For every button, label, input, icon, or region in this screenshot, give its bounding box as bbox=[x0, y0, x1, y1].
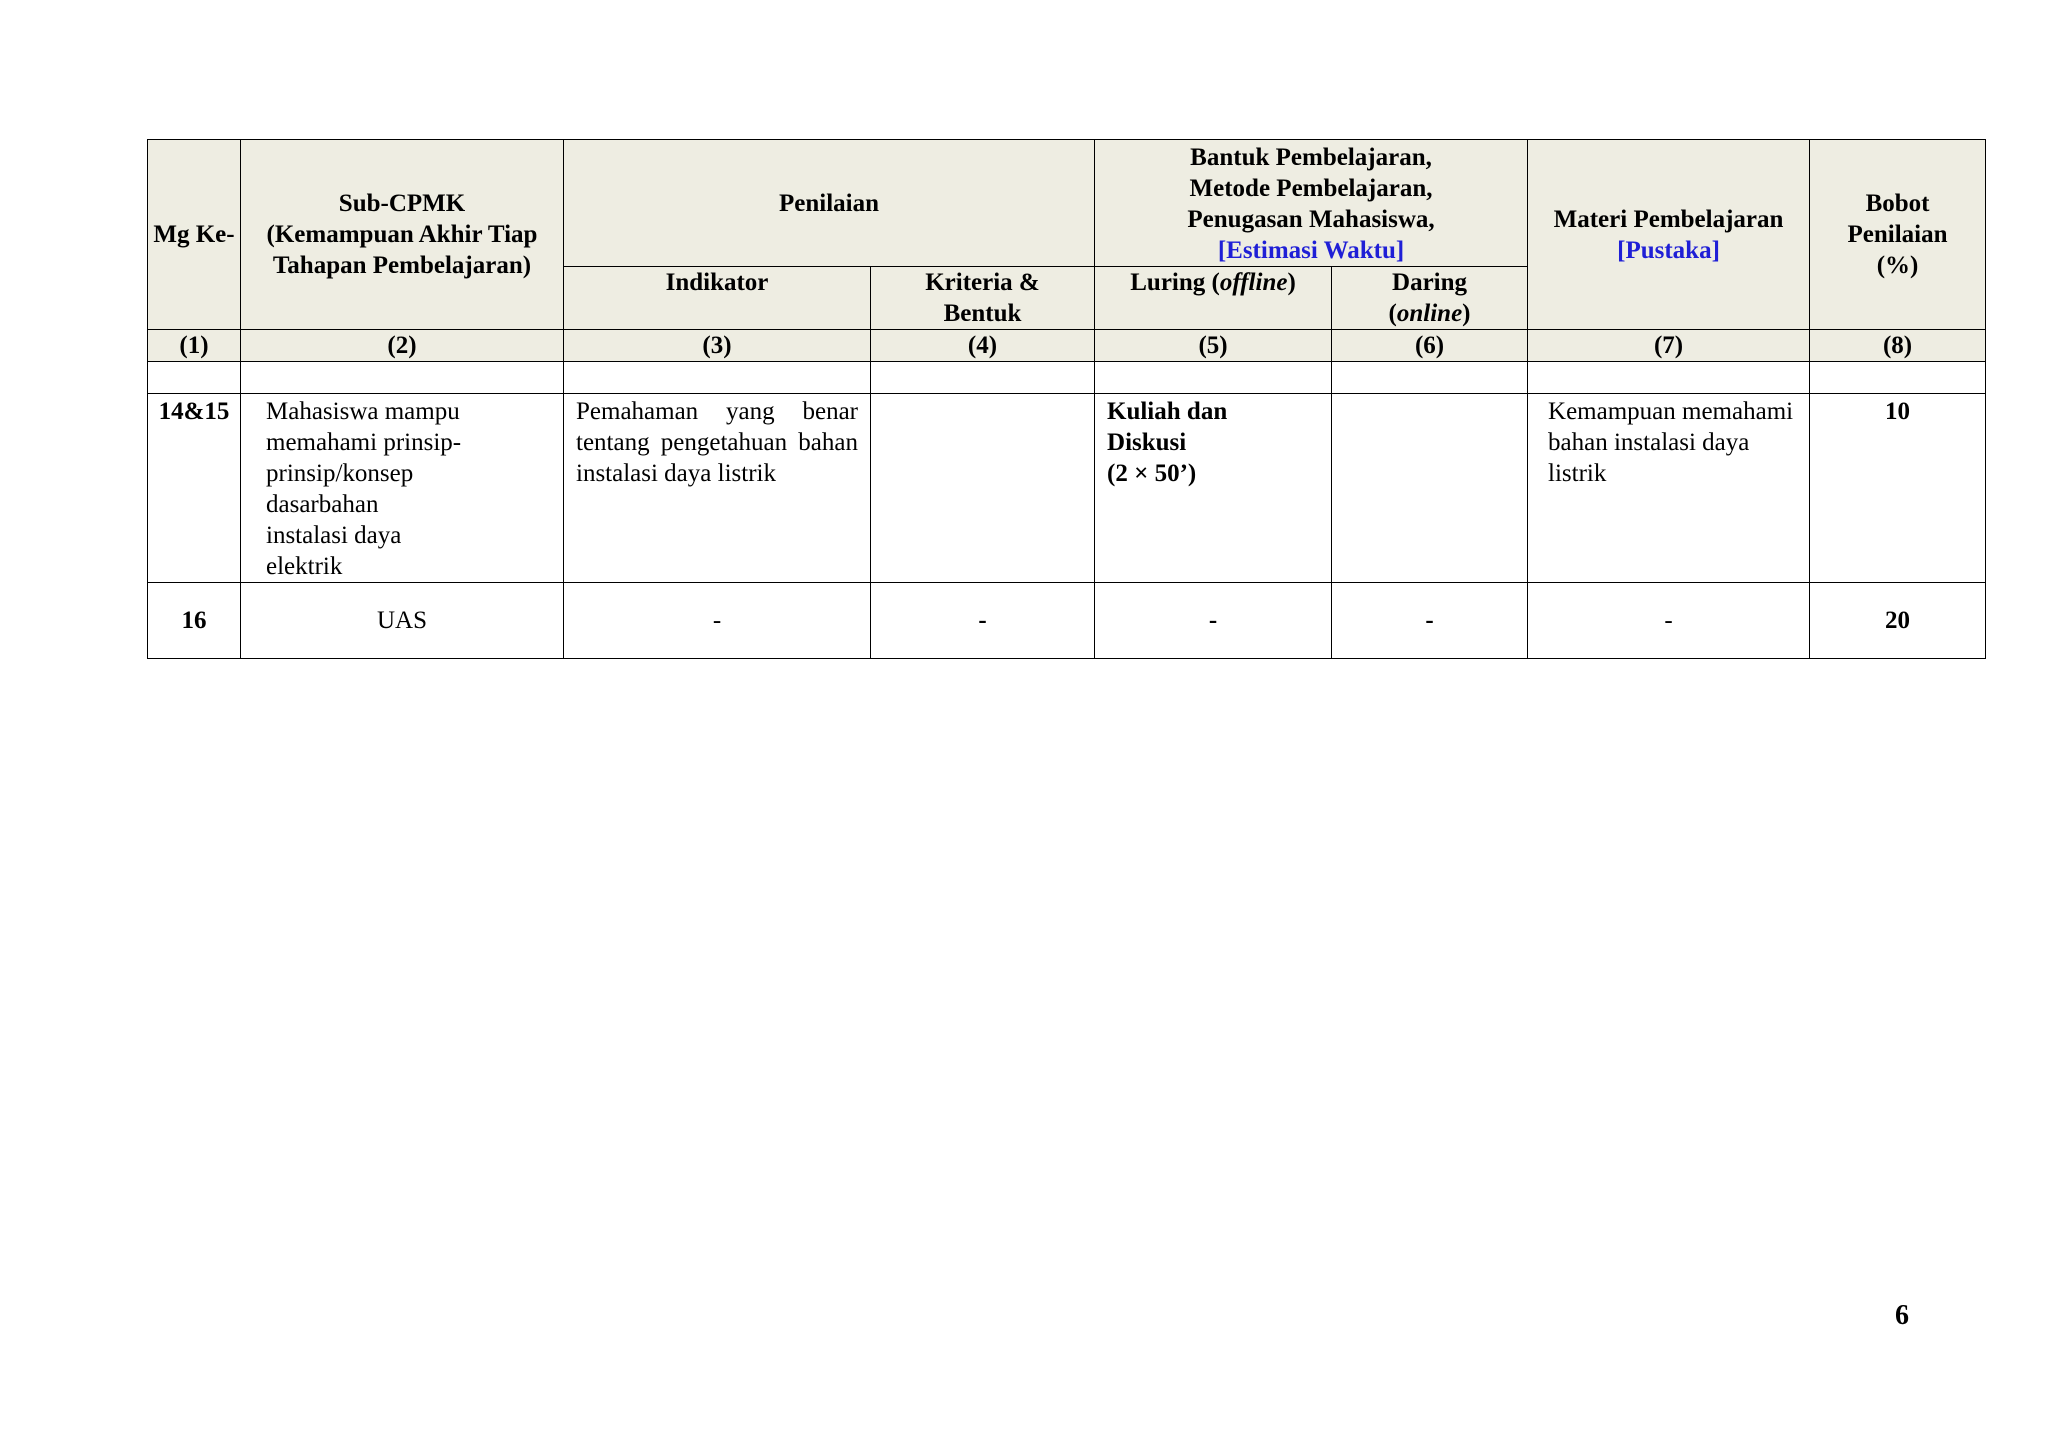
col-num-8: (8) bbox=[1810, 330, 1986, 362]
header-estimasi-waktu: [Estimasi Waktu] bbox=[1217, 237, 1405, 264]
blank-cell bbox=[148, 362, 241, 394]
row-luring-line: (2 × 50’) bbox=[1107, 460, 1197, 487]
blank-cell bbox=[871, 362, 1095, 394]
row-sub-cpmk-line: Mahasiswa mampu bbox=[266, 398, 460, 425]
blank-cell bbox=[564, 362, 871, 394]
row-mg: 16 bbox=[148, 583, 241, 659]
header-sub-cpmk-title: Sub-CPMK bbox=[338, 190, 466, 217]
header-mg-ke-label: Mg Ke- bbox=[153, 221, 235, 248]
col-num-7: (7) bbox=[1528, 330, 1810, 362]
header-sub-cpmk-desc: (Kemampuan Akhir Tiap Tahapan Pembelajaran) bbox=[266, 221, 538, 279]
header-daring-open: ( bbox=[1388, 300, 1397, 327]
blank-cell bbox=[1810, 362, 1986, 394]
header-bantuk-line2: Metode Pembelajaran, bbox=[1189, 175, 1433, 202]
row-sub-cpmk-line: instalasi daya bbox=[266, 522, 402, 549]
row-sub-cpmk-line: memahami prinsip- bbox=[266, 429, 462, 456]
header-bobot bbox=[1810, 140, 1986, 330]
blank-cell bbox=[1095, 362, 1332, 394]
header-daring-label: Daring bbox=[1392, 269, 1468, 296]
col-num-1: (1) bbox=[148, 330, 241, 362]
row-bobot: 20 bbox=[1810, 583, 1986, 659]
row-luring: - bbox=[1095, 583, 1332, 659]
header-bantuk-line1: Bantuk Pembelajaran, bbox=[1190, 144, 1432, 171]
header-bobot-label: Bobot Penilaian (%) bbox=[1847, 190, 1948, 279]
row-indikator: Pemahaman yang benar tentang pengetahuan bahan instalasi daya listrik bbox=[564, 394, 871, 583]
blank-cell bbox=[1528, 362, 1810, 394]
header-penilaian bbox=[564, 140, 1095, 267]
header-indikator bbox=[564, 267, 871, 330]
header-mg-ke bbox=[148, 140, 241, 330]
table-row bbox=[148, 394, 1986, 583]
table-row bbox=[148, 583, 1986, 659]
col-num-2: (2) bbox=[241, 330, 564, 362]
header-materi-label: Materi Pembelajaran bbox=[1553, 205, 1784, 233]
header-row-1 bbox=[148, 140, 1986, 267]
row-sub-cpmk bbox=[241, 394, 564, 583]
row-luring bbox=[1095, 394, 1332, 583]
col-num-4: (4) bbox=[871, 330, 1095, 362]
header-kriteria bbox=[871, 267, 1095, 330]
row-kriteria: - bbox=[871, 583, 1095, 659]
header-daring-italic: online bbox=[1396, 300, 1463, 327]
header-luring-label: Luring ( bbox=[1130, 269, 1220, 296]
header-luring bbox=[1095, 267, 1332, 330]
row-daring: - bbox=[1332, 583, 1528, 659]
row-luring-line: Diskusi bbox=[1107, 429, 1187, 456]
header-pustaka: [Pustaka] bbox=[1617, 236, 1720, 264]
header-indikator-label: Indikator bbox=[665, 269, 769, 296]
header-daring bbox=[1332, 267, 1528, 330]
row-sub-cpmk: UAS bbox=[241, 583, 564, 659]
col-num-5: (5) bbox=[1095, 330, 1332, 362]
header-bantuk-line3: Penugasan Mahasiswa, bbox=[1187, 206, 1435, 233]
header-bantuk bbox=[1095, 140, 1528, 267]
blank-cell bbox=[241, 362, 564, 394]
header-penilaian-label: Penilaian bbox=[779, 189, 880, 217]
rps-table bbox=[147, 139, 1986, 659]
row-bobot: 10 bbox=[1810, 394, 1986, 583]
column-number-row bbox=[148, 330, 1986, 362]
row-sub-cpmk-line: elektrik bbox=[266, 553, 343, 580]
header-sub-cpmk bbox=[241, 140, 564, 330]
row-materi: - bbox=[1528, 583, 1810, 659]
col-num-3: (3) bbox=[564, 330, 871, 362]
header-materi bbox=[1528, 140, 1810, 330]
row-daring bbox=[1332, 394, 1528, 583]
row-materi: Kemampuan memahami bahan instalasi daya listrik bbox=[1528, 394, 1810, 583]
row-sub-cpmk-line: dasarbahan bbox=[266, 491, 379, 518]
row-indikator: - bbox=[564, 583, 871, 659]
blank-row bbox=[148, 362, 1986, 394]
row-kriteria bbox=[871, 394, 1095, 583]
blank-cell bbox=[1332, 362, 1528, 394]
row-sub-cpmk-line: prinsip/konsep bbox=[266, 460, 414, 487]
header-daring-close: ) bbox=[1462, 300, 1471, 327]
row-luring-line: Kuliah dan bbox=[1107, 398, 1228, 425]
row-mg: 14&15 bbox=[148, 394, 241, 583]
page-number: 6 bbox=[1895, 1300, 1909, 1331]
header-luring-close: ) bbox=[1287, 269, 1296, 296]
header-luring-italic: offline bbox=[1219, 269, 1288, 296]
header-kriteria-label: Kriteria & Bentuk bbox=[925, 269, 1040, 327]
col-num-6: (6) bbox=[1332, 330, 1528, 362]
